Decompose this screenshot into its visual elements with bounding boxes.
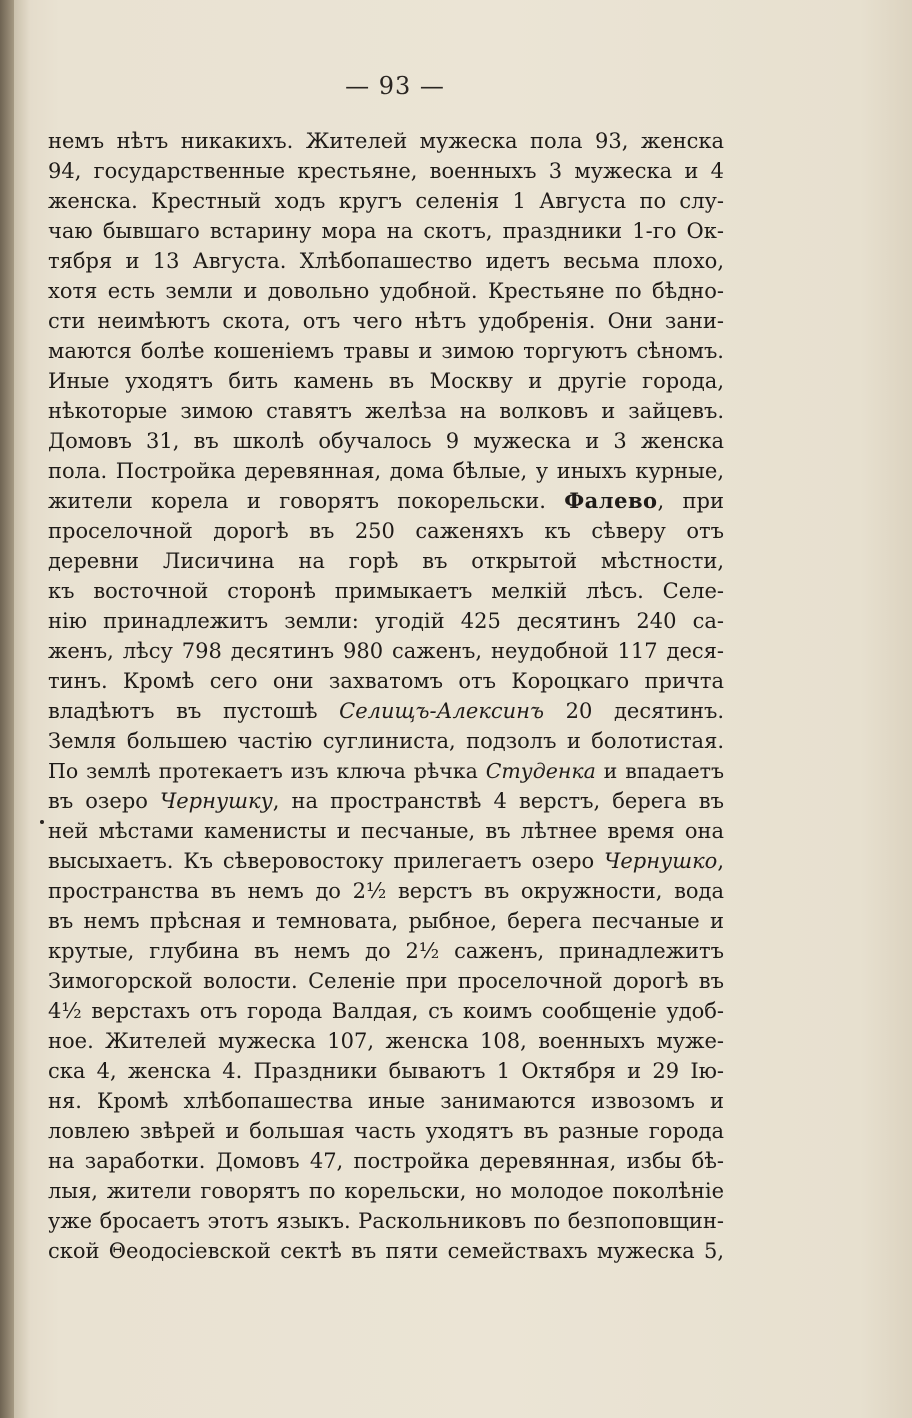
text-line	[48, 756, 724, 786]
text-line: Домовъ 31, въ школѣ обучалось 9 мужеска и 3 женска	[48, 429, 724, 453]
text-segment: , на пространствѣ 4 верстъ, берега въ	[272, 789, 724, 813]
text-line: пола. Постройка деревянная, дома бѣлые, у иныхъ курные,	[48, 459, 724, 483]
text-line: женска. Крестный ходъ кругъ селенія 1 Августа по слу-	[48, 189, 724, 213]
page-binding-edge	[0, 0, 14, 1418]
text-line: ное. Жителей мужеска 107, женска 108, военныхъ муже-	[48, 1029, 724, 1053]
text-line: чаю бывшаго встарину мора на скотъ, праздники 1-го Ок-	[48, 219, 724, 243]
text-line: уже бросаетъ этотъ языкъ. Раскольниковъ по безпоповщин-	[48, 1209, 724, 1233]
text-line: 94, государственные крестьяне, военныхъ 3 мужеска и 4	[48, 159, 724, 183]
text-line: 4½ верстахъ отъ города Валдая, съ коимъ сообщеніе удоб-	[48, 999, 724, 1023]
place-name: Селищъ-Алексинъ	[339, 699, 545, 723]
text-segment: высыхаетъ. Къ сѣверовостоку прилегаетъ озеро	[48, 849, 605, 873]
text-line: тинъ. Кромѣ сего они захватомъ отъ Короцкаго причта	[48, 669, 724, 693]
text-line: нѣкоторые зимою ставятъ желѣза на волковъ и зайцевъ.	[48, 399, 724, 423]
text-line	[48, 696, 724, 726]
text-segment: По землѣ протекаетъ изъ ключа рѣчка	[48, 759, 486, 783]
text-segment: владѣютъ въ пустошѣ	[48, 699, 340, 723]
text-line: немъ нѣтъ никакихъ. Жителей мужеска пола 93, женска	[48, 129, 724, 153]
text-line: хотя есть земли и довольно удобной. Крестьяне по бѣдно-	[48, 279, 724, 303]
text-line: на заработки. Домовъ 47, постройка деревянная, избы бѣ-	[48, 1149, 724, 1173]
text-line: маются болѣе кошеніемъ травы и зимою торгуютъ сѣномъ.	[48, 339, 724, 363]
place-name: Чернушко	[604, 849, 718, 873]
text-line: къ восточной сторонѣ примыкаетъ мелкій лѣсъ. Селе-	[48, 579, 724, 603]
text-line: лыя, жители говорятъ по корельски, но молодое поколѣніе	[48, 1179, 724, 1203]
text-line: проселочной дорогѣ въ 250 саженяхъ къ сѣверу отъ	[48, 519, 724, 543]
text-line: нію принадлежитъ земли: угодій 425 десятинъ 240 са-	[48, 609, 724, 633]
body-text	[48, 126, 724, 1266]
village-name: Фалево	[564, 488, 658, 513]
text-line: деревни Лисичина на горѣ въ открытой мѣстности,	[48, 549, 724, 573]
text-line: Иные уходятъ бить камень въ Москву и другіе города,	[48, 369, 724, 393]
page-number: — 93 —	[345, 72, 445, 100]
text-line: сти неимѣютъ скота, отъ чего нѣтъ удобренія. Они зани-	[48, 309, 724, 333]
ink-speck	[40, 820, 44, 824]
place-name: Чернушку	[160, 789, 273, 813]
text-line: въ немъ прѣсная и темновата, рыбное, берега песчаные и	[48, 909, 724, 933]
text-line: крутые, глубина въ немъ до 2½ саженъ, принадлежитъ	[48, 939, 724, 963]
text-segment: 20 десятинъ.	[544, 699, 724, 723]
text-line	[48, 786, 724, 816]
text-line	[48, 846, 724, 876]
text-line: ня. Кромѣ хлѣбопашества иные занимаются извозомъ и	[48, 1089, 724, 1113]
text-line: ска 4, женска 4. Праздники бываютъ 1 Октября и 29 Ію-	[48, 1059, 724, 1083]
text-line: Земля большею частію суглиниста, подзолъ и болотистая.	[48, 729, 724, 753]
text-line: Зимогорской волости. Селеніе при проселочной дорогѣ въ	[48, 969, 724, 993]
text-segment: въ озеро	[48, 789, 161, 813]
text-segment: , при	[657, 489, 724, 513]
text-segment: и впадаетъ	[595, 759, 724, 783]
text-line: пространства въ немъ до 2½ верстъ въ окружности, вода	[48, 879, 724, 903]
text-line: ской Θеодосіевской сектѣ въ пяти семействахъ мужеска 5,	[48, 1239, 724, 1263]
text-line: ней мѣстами каменисты и песчаные, въ лѣтнее время она	[48, 819, 724, 843]
text-line: ловлею звѣрей и большая часть уходятъ въ разные города	[48, 1119, 724, 1143]
text-segment: жители корела и говорятъ покорельски.	[48, 489, 565, 513]
place-name: Студенка	[485, 759, 596, 783]
text-segment: ,	[717, 849, 724, 873]
text-line	[48, 486, 724, 516]
text-line: тября и 13 Августа. Хлѣбопашество идетъ весьма плохо,	[48, 249, 724, 273]
text-line: женъ, лѣсу 798 десятинъ 980 саженъ, неудобной 117 деся-	[48, 639, 724, 663]
